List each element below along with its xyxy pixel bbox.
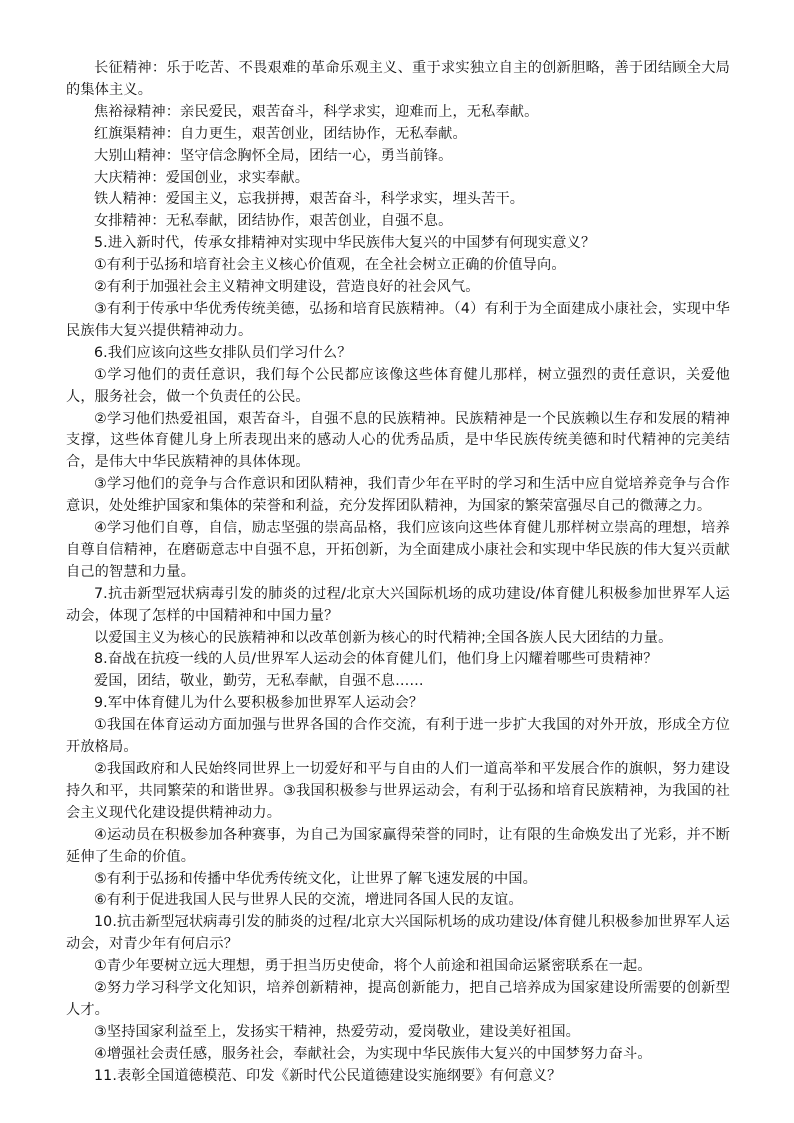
question-7: 7.抗击新型冠状病毒引发的肺炎的过程/北京大兴国际机场的成功建设/体育健儿积极参加世界军人运动会，体现了怎样的中国精神和中国力量？ xyxy=(66,585,730,624)
paragraph-changzheng-spirit: 长征精神：乐于吃苦、不畏艰难的革命乐观主义、重于求实独立自主的创新胆略，善于团结顾全大局的集体主义。 xyxy=(66,60,730,98)
answer-10-3: ③坚持国家利益至上，发扬实干精神，热爱劳动，爱岗敬业，建设美好祖国。 xyxy=(94,1023,581,1040)
question-9: 9.军中体育健儿为什么要积极参加世界军人运动会？ xyxy=(94,695,424,712)
question-8: 8.奋战在抗疫一线的人员/世界军人运动会的体育健儿们，他们身上闪耀着哪些可贵精神？ xyxy=(94,651,658,668)
answer-5-1: ①有利于弘扬和培育社会主义核心价值观，在全社会树立正确的价值导向。 xyxy=(94,257,566,274)
paragraph-hongqiqu-spirit: 红旗渠精神：自力更生，艰苦创业，团结协作，无私奉献。 xyxy=(94,125,467,142)
answer-9-2-3: ②我国政府和人民始终同世界上一切爱好和平与自由的人们一道高举和平发展合作的旗帜，努力建设持久和平，共同繁荣的和谐世界。③我国积极参与世界运动会，有利于弘扬和培育民族精神，为我国的社会主义现代化建设提供精神动力。 xyxy=(66,761,730,821)
document-page xyxy=(66,58,730,1088)
paragraph-jiaoyulu-spirit: 焦裕禄精神：亲民爱民，艰苦奋斗，科学求实，迎难而上，无私奉献。 xyxy=(94,103,539,120)
answer-5-2: ②有利于加强社会主义精神文明建设，营造良好的社会风气。 xyxy=(94,279,480,296)
answer-9-1: ①我国在体育运动方面加强与世界各国的合作交流，有利于进一步扩大我国的对外开放，形成全方位开放格局。 xyxy=(66,717,730,756)
paragraph-tieren-spirit: 铁人精神：爱国主义，忘我拼搏，艰苦奋斗，科学求实，埋头苦干。 xyxy=(94,191,525,208)
paragraph-nvpai-spirit: 女排精神：无私奉献，团结协作，艰苦创业，自强不息。 xyxy=(94,213,453,230)
paragraph-daqing-spirit: 大庆精神：爱国创业，求实奉献。 xyxy=(94,169,310,186)
answer-9-6: ⑥有利于促进我国人民与世界人民的交流，增进同各国人民的友谊。 xyxy=(94,892,523,909)
answer-10-4: ④增强社会责任感，服务社会，奉献社会，为实现中华民族伟大复兴的中国梦努力奋斗。 xyxy=(94,1045,652,1062)
answer-5-3: ③有利于传承中华优秀传统美德，弘扬和培育民族精神。（4）有利于为全面建成小康社会，实现中华民族伟大复兴提供精神动力。 xyxy=(66,300,730,339)
question-10: 10.抗击新型冠状病毒引发的肺炎的过程/北京大兴国际机场的成功建设/体育健儿积极参加世界军人运动会，对青少年有何启示？ xyxy=(66,914,730,953)
answer-9-5: ⑤有利于弘扬和传播中华优秀传统文化，让世界了解飞速发展的中国。 xyxy=(94,870,537,887)
question-5: 5.进入新时代，传承女排精神对实现中华民族伟大复兴的中国梦有何现实意义？ xyxy=(94,235,596,252)
answer-6-2: ②学习他们热爱祖国，艰苦奋斗，自强不息的民族精神。民族精神是一个民族赖以生存和发展的精神支撑，这些体育健儿身上所表现出来的感动人心的优秀品质，是中华民族传统美德和时代精神的完美结合，是伟大中华民族精神的具体体现。 xyxy=(66,410,730,471)
answer-6-4: ④学习他们自尊，自信，励志坚强的崇高品格，我们应该向这些体育健儿那样树立崇高的理想，培养自尊自信精神，在磨砺意志中自强不息，开拓创新，为全面建成小康社会和实现中华民族的伟大复兴贡献自己的智慧和力量。 xyxy=(66,520,730,580)
answer-7: 以爱国主义为核心的民族精神和以改革创新为核心的时代精神;全国各族人民大团结的力量。 xyxy=(94,629,673,646)
question-11: 11.表彰全国道德模范、印发《新时代公民道德建设实施纲要》有何意义？ xyxy=(94,1067,562,1084)
paragraph-dabieshan-spirit: 大别山精神：坚守信念胸怀全局，团结一心，勇当前锋。 xyxy=(94,147,453,164)
answer-10-1: ①青少年要树立远大理想，勇于担当历史使命，将个人前途和祖国命运紧密联系在一起。 xyxy=(94,958,652,975)
answer-6-1: ①学习他们的责任意识，我们每个公民都应该像这些体育健儿那样，树立强烈的责任意识，关爱他人，服务社会，做一个负责任的公民。 xyxy=(66,366,730,405)
question-6: 6.我们应该向这些女排队员们学习什么？ xyxy=(94,344,352,361)
answer-6-3: ③学习他们的竞争与合作意识和团队精神，我们青少年在平时的学习和生活中应自觉培养竞争与合作意识，处处维护国家和集体的荣誉和利益，充分发挥团队精神，为国家的繁荣富强尽自己的微薄之力。 xyxy=(66,476,730,515)
answer-8: 爱国，团结，敬业，勤劳，无私奉献，自强不息…… xyxy=(94,673,424,690)
answer-9-4: ④运动员在积极参加各种赛事，为自己为国家赢得荣誉的同时，让有限的生命焕发出了光彩，并不断延伸了生命的价值。 xyxy=(66,826,730,865)
answer-10-2: ②努力学习科学文化知识，培养创新精神，提高创新能力，把自己培养成为国家建设所需要的创新型人才。 xyxy=(66,980,730,1018)
